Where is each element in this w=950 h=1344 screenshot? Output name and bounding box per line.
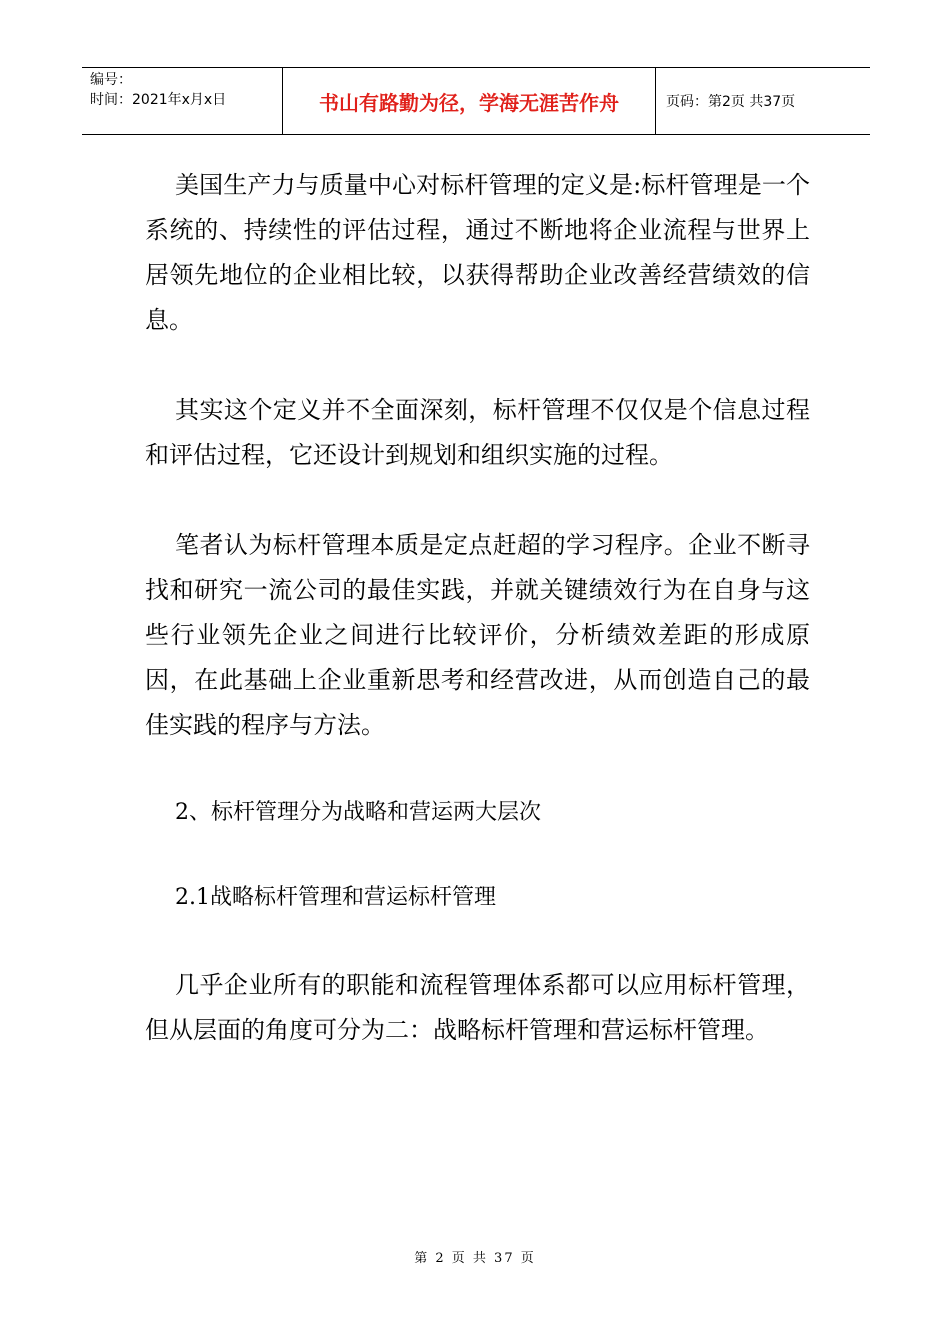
paragraph-levels: 几乎企业所有的职能和流程管理体系都可以应用标杆管理，但从层面的角度可分为二：战略标杆管理和营运标杆管理。 — [145, 971, 810, 1044]
document-body — [145, 163, 810, 1053]
subsection-heading: 2.1战略标杆管理和营运标杆管理 — [175, 885, 496, 910]
page-footer: 第 2 页 共 37 页 — [414, 1251, 536, 1266]
header-motto: 书山有路勤为径，学海无涯苦作舟 — [283, 68, 656, 134]
paragraph-author-view: 笔者认为标杆管理本质是定点赶超的学习程序。企业不断寻找和研究一流公司的最佳实践，并就关键绩效行为在自身与这些行业领先企业之间进行比较评价，分析绩效差距的形成原因，在此基础上企业重新思考和经营改进，从而创造自己的最佳实践的程序与方法。 — [145, 531, 810, 739]
paragraph-definition: 美国生产力与质量中心对标杆管理的定义是:标杆管理是一个系统的、持续性的评估过程，通过不断地将企业流程与世界上居领先地位的企业相比较，以获得帮助企业改善经营绩效的信息。 — [145, 171, 810, 334]
header-meta — [82, 68, 283, 134]
time-label: 时间：2021年x月x日 — [90, 92, 227, 108]
page-header — [82, 67, 870, 135]
number-label: 编号： — [90, 72, 132, 88]
section-heading: 2、标杆管理分为战略和营运两大层次 — [175, 800, 541, 825]
header-page-info: 页码：第2页 共37页 — [666, 94, 796, 110]
paragraph-critique: 其实这个定义并不全面深刻，标杆管理不仅仅是个信息过程和评估过程，它还设计到规划和组织实施的过程。 — [145, 396, 810, 469]
